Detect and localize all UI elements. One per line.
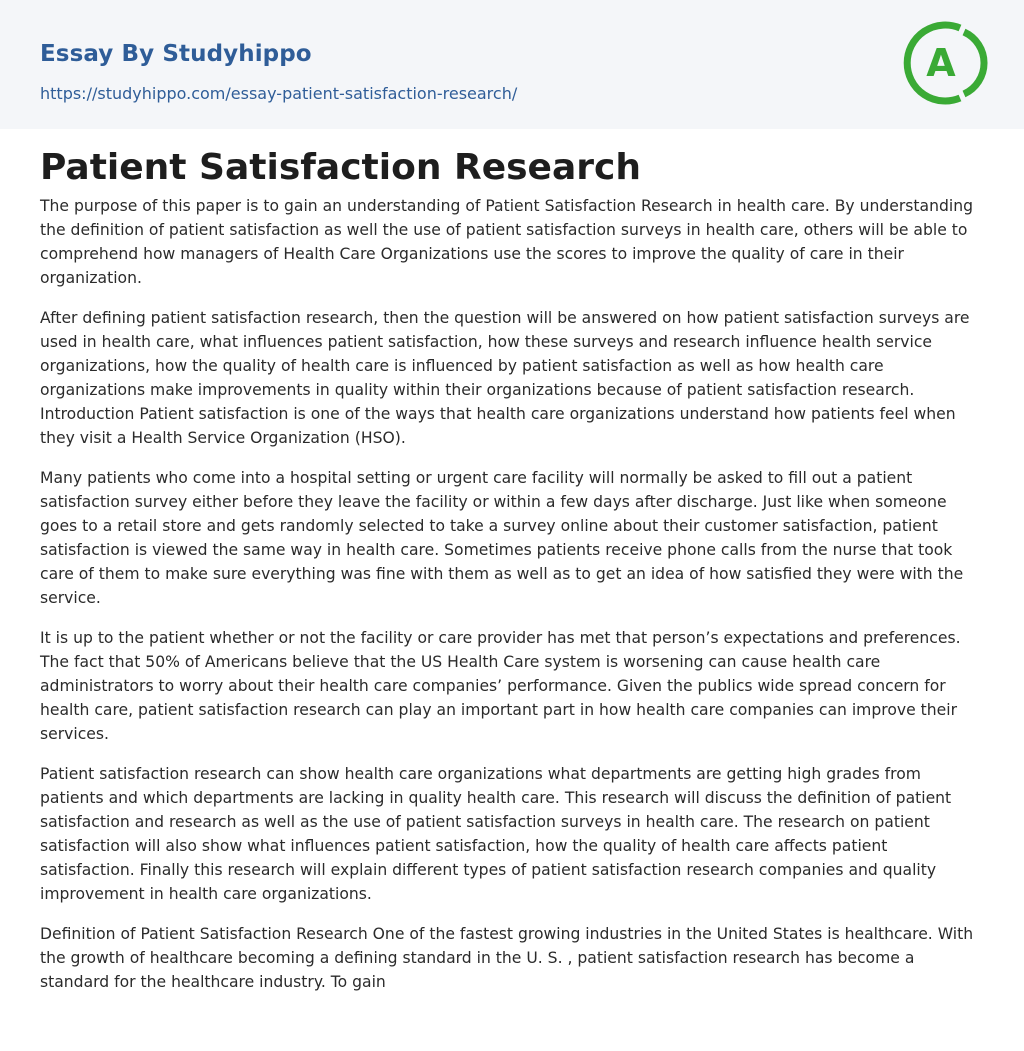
article-paragraph: Patient satisfaction research can show health care organizations what departments are getting high grades from patients and which departments are lacking in quality health care. This research will discuss the definition of patient satisfaction and research as well as the use of patient satisfaction surveys in health care. The research on patient satisfaction will also show what influences patient satisfaction, how the quality of health care affects patient satisfaction. Finally this research will explain different types of patient satisfaction research companies and quality improvement in health care organizations. xyxy=(40,765,952,903)
article-paragraph: Many patients who come into a hospital setting or urgent care facility will normally be asked to fill out a patient satisfaction survey either before they leave the facility or within a few days after discharge. Just like when someone goes to a retail store and gets randomly selected to take a survey online about their customer satisfaction, patient satisfaction is viewed the same way in health care. Sometimes patients receive phone calls from the nurse that took care of them to make sure everything was fine with them as well as to get an idea of how satisfied they were with the service. xyxy=(40,469,964,607)
studyhippo-logo-icon[interactable] xyxy=(898,18,988,108)
article-body xyxy=(40,194,985,1010)
site-header xyxy=(0,0,1024,129)
site-brand[interactable]: Essay By Studyhippo xyxy=(40,41,312,67)
article-paragraph: After defining patient satisfaction research, then the question will be answered on how patient satisfaction surveys are used in health care, what influences patient satisfaction, how these surveys and research influence health service organizations, how the quality of health care is influenced by patient satisfaction as well as how health care organizations make improvements in quality within their organizations because of patient satisfaction research. Introduction Patient satisfaction is one of the ways that health care organizations understand how patients feel when they visit a Health Service Organization (HSO). xyxy=(40,309,970,447)
page-url-link[interactable]: https://studyhippo.com/essay-patient-satisfaction-research/ xyxy=(40,84,518,103)
article-paragraph: The purpose of this paper is to gain an understanding of Patient Satisfaction Research in health care. By understanding the definition of patient satisfaction as well the use of patient satisfaction surveys in health care, others will be able to comprehend how managers of Health Care Organizations use the scores to improve the quality of care in their organization. xyxy=(40,197,973,287)
logo-letter: A xyxy=(926,41,956,85)
article-paragraph: It is up to the patient whether or not the facility or care provider has met that person’s expectations and preferences. The fact that 50% of Americans believe that the US Health Care system is worsening can cause health care administrators to worry about their health care companies’ performance. Given the publics wide spread concern for health care, patient satisfaction research can play an important part in how health care companies can improve their services. xyxy=(40,629,961,743)
article-title: Patient Satisfaction Research xyxy=(40,147,641,188)
article-paragraph: Definition of Patient Satisfaction Research One of the fastest growing industries in the United States is healthcare. With the growth of healthcare becoming a defining standard in the U. S. , patient satisfaction research has become a standard for the healthcare industry. To gain xyxy=(40,925,974,991)
